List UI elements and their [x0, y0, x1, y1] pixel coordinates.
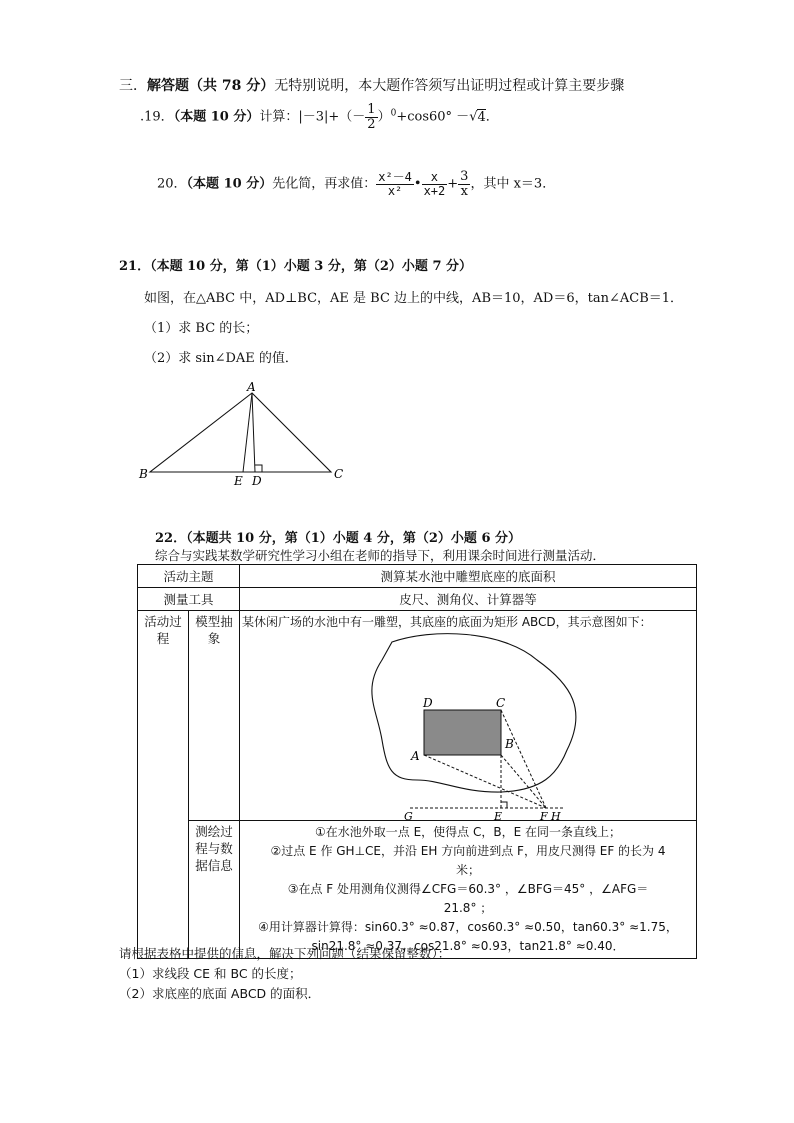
label-d: D — [423, 696, 433, 710]
q19-abs: |－3|+（－ — [298, 109, 366, 125]
label-b: B — [505, 737, 514, 751]
tools-label: 测量工具 — [138, 588, 240, 611]
label-e: E — [234, 474, 243, 488]
step-2: ②过点 E 作 GH⊥CE，并沿 EH 方向前进到点 F，用皮尺测得 EF 的长为 4 — [270, 844, 666, 858]
survey-steps — [240, 821, 697, 959]
pool-diagram — [242, 630, 692, 823]
q22-header: 22．（本题共 10 分，第（1）小题 4 分，第（2）小题 6 分） — [155, 531, 522, 546]
label-a: A — [411, 749, 420, 763]
q20-f3-den: x — [460, 183, 468, 199]
topic-value: 测算某水池中雕塑底座的底面积 — [240, 565, 697, 588]
q19-sqrt-sign: √ — [469, 109, 478, 125]
step-4-cont: sin21.8° ≈0.37，cos21.8° ≈0.93，tan21.8° ≈0.40． — [311, 939, 625, 953]
step-2-cont: 米； — [455, 863, 480, 877]
process-label: 活动过程 — [138, 611, 189, 959]
line-bf — [501, 755, 546, 808]
median-ae — [243, 393, 252, 472]
altitude-ad — [252, 393, 255, 472]
q19-prefix: 计算： — [259, 109, 299, 125]
q22-part2: （2）求底座的底面 ABCD 的面积． — [119, 986, 321, 1001]
step-1: ①在水池外取一点 E，使得点 C，B，E 在同一条直线上； — [315, 825, 621, 839]
q20-score: （本题 10 分） — [186, 176, 273, 192]
right-angle-mark-d — [255, 465, 262, 472]
step-4: ④用计算器计算得：sin60.3° ≈0.87，cos60.3° ≈0.50，tan60.3° ≈1.75， — [258, 920, 678, 934]
q21-part1: （1）求 BC 的长； — [144, 321, 259, 336]
section-header — [119, 75, 624, 95]
q20-f3-num: 3 — [460, 169, 469, 184]
triangle-abc — [150, 393, 331, 472]
table-row-model — [138, 611, 697, 821]
line-cf — [501, 710, 546, 808]
label-h: H — [551, 810, 561, 823]
table-row-tools — [138, 588, 697, 611]
q20-dot: • — [413, 176, 422, 192]
model-cell — [240, 611, 697, 821]
q20-f2-den: x+2 — [423, 183, 446, 198]
label-a: A — [247, 380, 256, 394]
model-text: 某休闲广场的水池中有一雕塑，其底座的底面为矩形 ABCD，其示意图如下： — [242, 615, 652, 629]
label-e: E — [494, 810, 503, 823]
line-af — [424, 755, 546, 808]
q20-prefix: 先化简，再求值： — [272, 176, 377, 192]
topic-label: 活动主题 — [138, 565, 240, 588]
step-3: ③在点 F 处用测角仪测得∠CFG＝60.3° ，∠BFG＝45° ，∠AFG＝ — [287, 882, 649, 896]
q19-fraction — [365, 103, 377, 131]
question-19 — [140, 103, 499, 131]
q19-exponent: 0 — [390, 108, 397, 119]
table-row-survey — [138, 821, 697, 959]
base-rectangle-abcd — [424, 710, 501, 755]
q19-close: ） — [377, 109, 391, 125]
section-number: 三． — [119, 78, 147, 94]
survey-label: 测绘过程与数据信息 — [189, 821, 240, 959]
q20-f1-den: x² — [387, 183, 403, 198]
activity-table — [137, 564, 697, 959]
label-c: C — [334, 467, 344, 481]
q22-ask: 请根据表格中提供的信息，解决下列问题（结果保留整数）： — [119, 946, 451, 961]
q19-score: （本题 10 分） — [173, 109, 260, 125]
label-b: B — [139, 467, 148, 481]
q20-f1-num: x²－4 — [378, 170, 412, 185]
q21-part2: （2）求 sin∠DAE 的值． — [144, 351, 298, 366]
q21-stem: 如图，在△ABC 中，AD⊥BC，AE 是 BC 边上的中线，AB＝10，AD＝6，tan∠ACB＝1． — [144, 291, 684, 306]
q19-frac-den: 2 — [367, 116, 376, 132]
label-f: F — [540, 810, 548, 823]
q19-sqrt-arg: 4 — [477, 109, 486, 125]
q20-f2-num: x — [422, 171, 448, 185]
q20-plus: + — [447, 176, 459, 192]
question-20 — [157, 170, 555, 198]
q19-number: .19． — [140, 109, 174, 125]
section-title: 解答题（共 78 分） — [147, 78, 275, 94]
step-3-cont: 21.8° ； — [443, 901, 493, 915]
triangle-abc-diagram — [130, 372, 360, 492]
tools-value: 皮尺、测角仪、计算器等 — [240, 588, 697, 611]
q20-fraction-3 — [458, 170, 470, 198]
label-c: C — [496, 696, 506, 710]
q22-intro: 综合与实践某数学研究性学习小组在老师的指导下，利用课余时间进行测量活动． — [155, 548, 606, 563]
label-g: G — [404, 810, 413, 823]
q20-number: 20． — [157, 176, 187, 192]
q22-part1: （1）求线段 CE 和 BC 的长度； — [119, 966, 302, 981]
right-angle-mark-e — [501, 802, 507, 808]
q20-suffix: ，其中 x＝3． — [470, 176, 556, 192]
table-row-topic — [138, 565, 697, 588]
q21-header: 21．（本题 10 分，第（1）小题 3 分，第（2）小题 7 分） — [119, 259, 473, 274]
section-desc: 无特别说明，本大题作答须写出证明过程或计算主要步骤 — [274, 78, 625, 94]
q20-fraction-1 — [376, 171, 414, 197]
q19-end: ． — [485, 109, 499, 125]
q19-frac-num: 1 — [367, 102, 376, 117]
label-d: D — [252, 474, 262, 488]
q20-fraction-2 — [422, 171, 448, 197]
model-label: 模型抽象 — [189, 611, 240, 821]
q19-rest: +cos60° － — [396, 109, 470, 125]
